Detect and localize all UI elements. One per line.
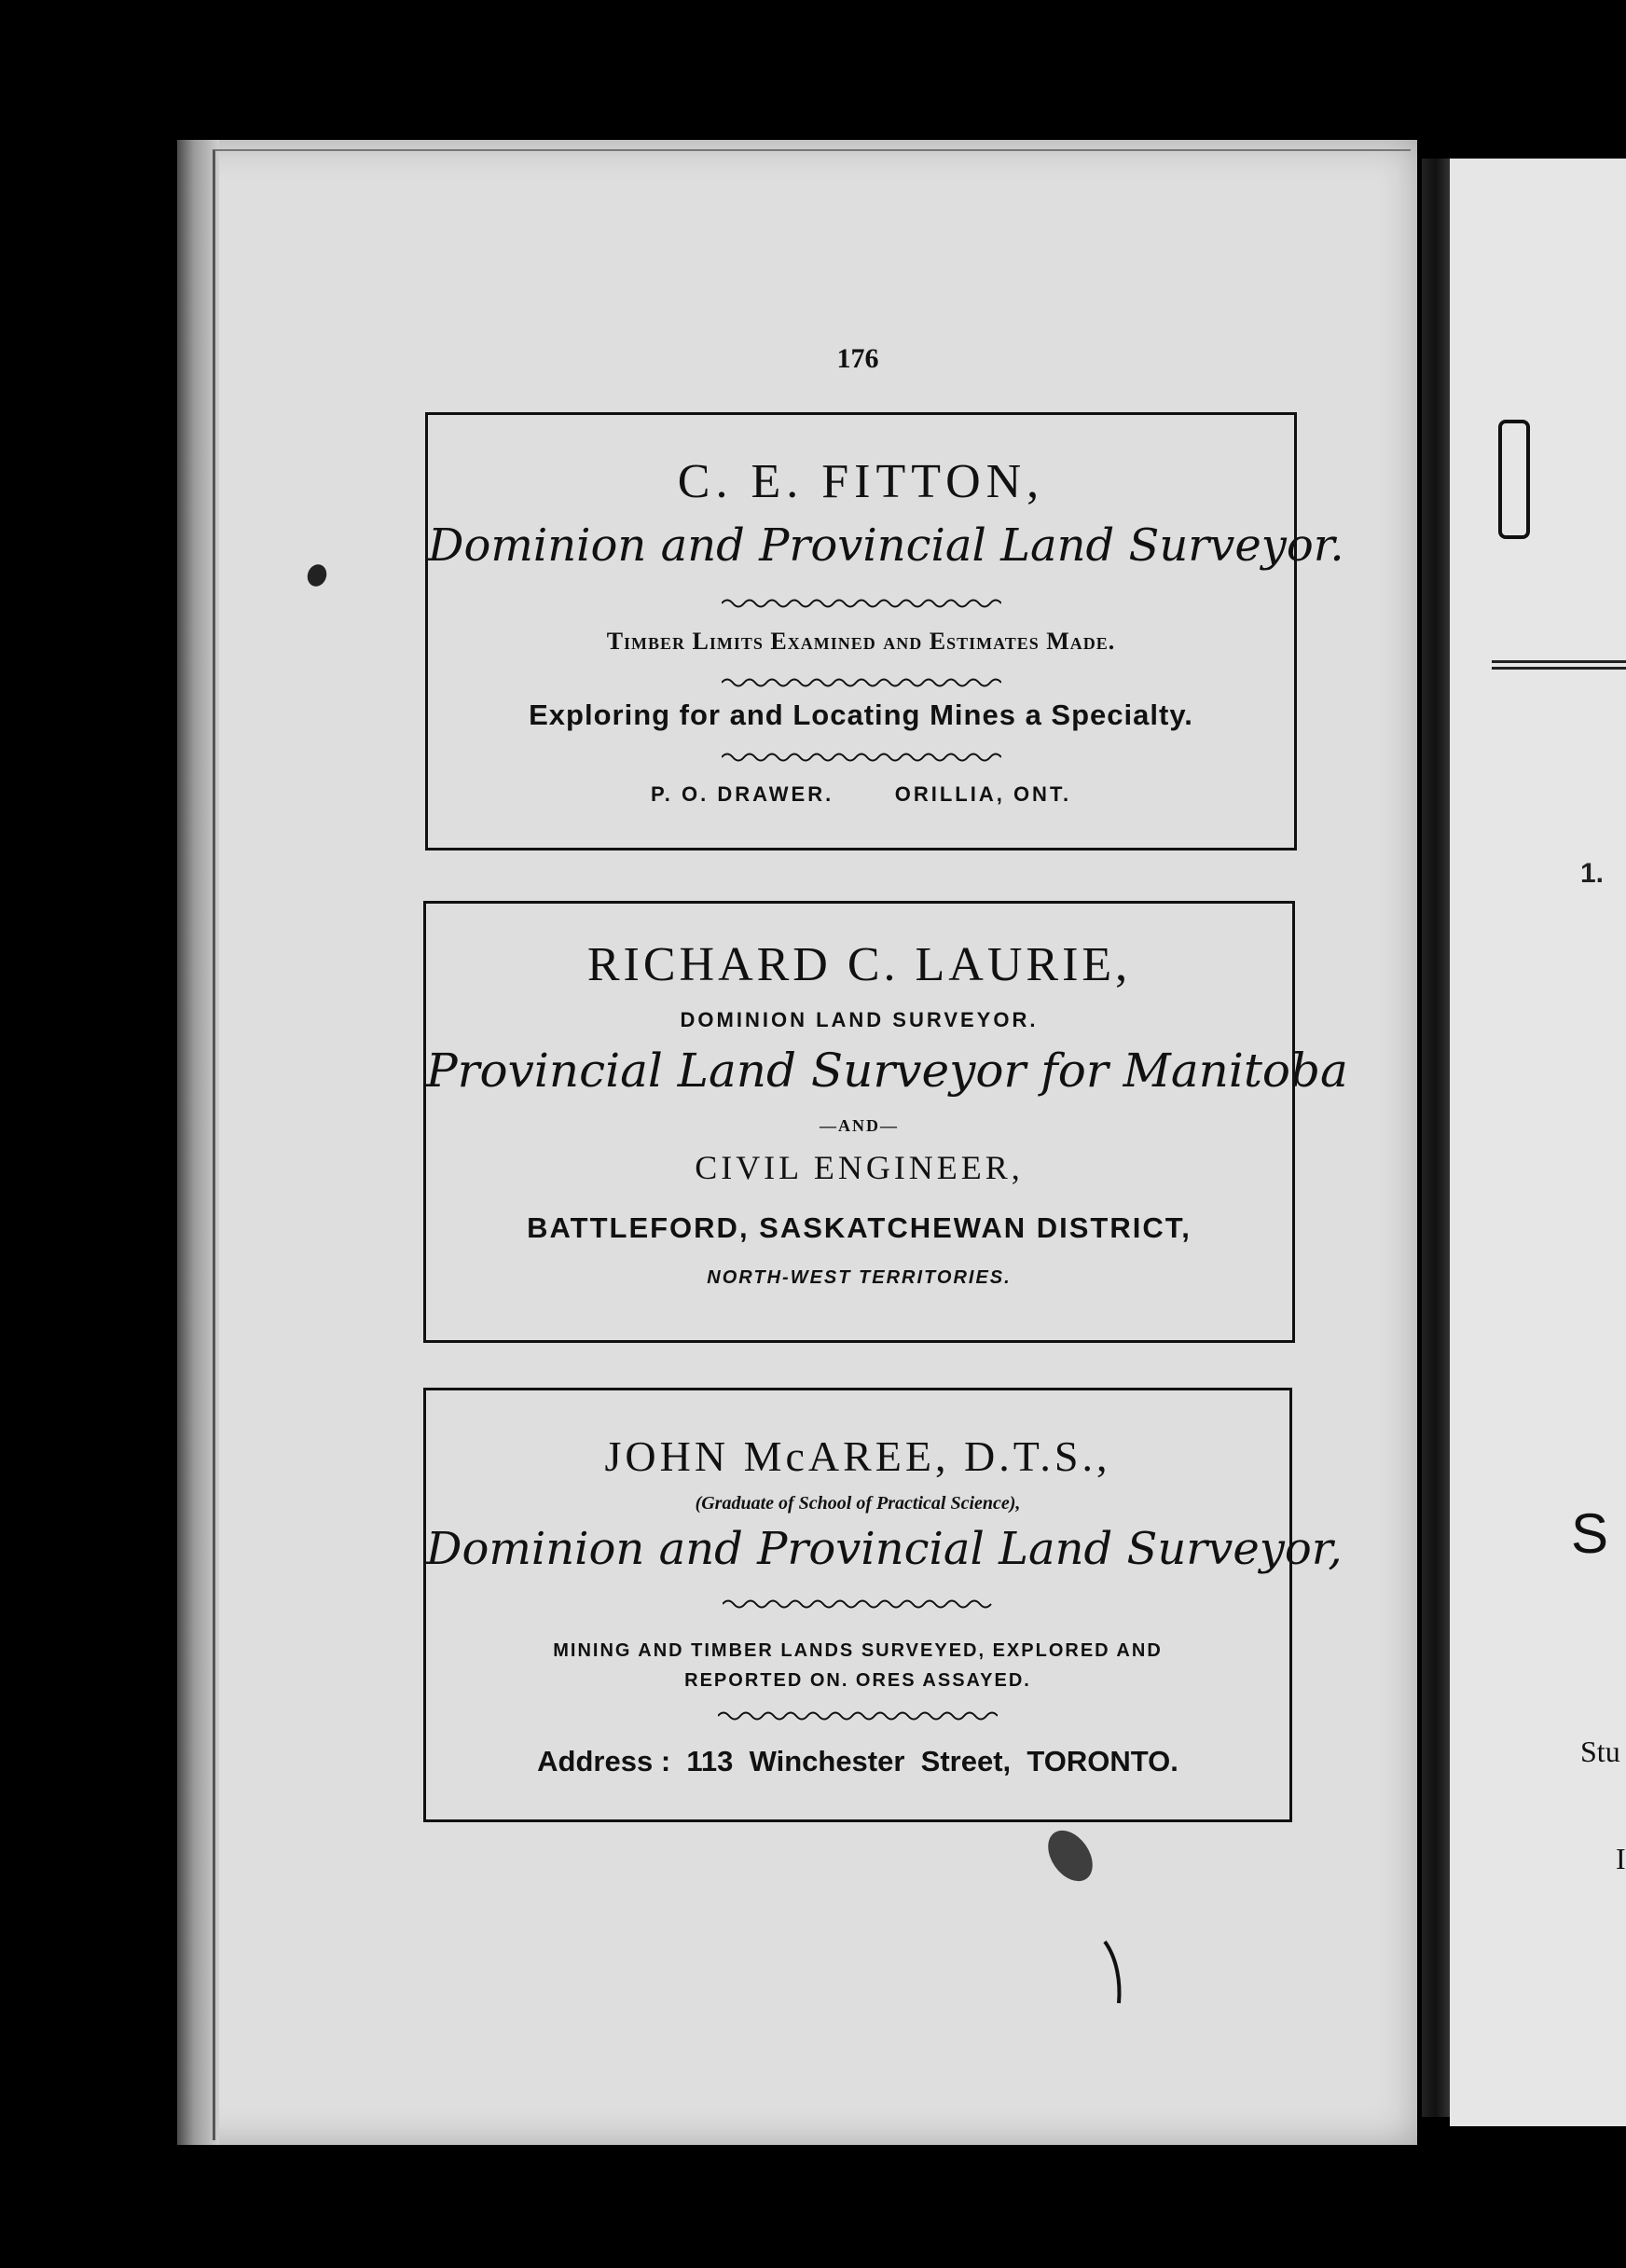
ad-fitton-services: Timber Limits Examined and Estimates Made. xyxy=(606,628,1116,655)
facing-page-text-2: S xyxy=(1571,1502,1609,1565)
ad-laurie-title: Provincial Land Surveyor for Manitoba xyxy=(426,1044,1348,1098)
ad-mcaree-title: Dominion and Provincial Land Surveyor, xyxy=(426,1523,1343,1575)
ad-fitton xyxy=(425,412,1344,850)
facing-page-text-3: Stu xyxy=(1580,1735,1620,1768)
ad-laurie-location: BATTLEFORD, SASKATCHEWAN DISTRICT, xyxy=(527,1211,1192,1244)
facing-page-rule xyxy=(1492,660,1626,670)
ad-fitton-name: C. E. FITTON, xyxy=(677,455,1045,508)
ad-laurie-and: —AND— xyxy=(820,1116,899,1135)
ad-laurie-subtitle: DOMINION LAND SURVEYOR. xyxy=(680,1008,1039,1031)
facing-page-ornament xyxy=(1498,420,1530,539)
facing-page-text-4: I xyxy=(1616,1842,1626,1875)
ad-laurie-region: NORTH-WEST TERRITORIES. xyxy=(707,1267,1012,1288)
ad-fitton-city: ORILLIA, ONT. xyxy=(894,782,1072,806)
ad-laurie-name: RICHARD C. LAURIE, xyxy=(586,938,1132,991)
ad-fitton-address: P. O. DRAWER. xyxy=(650,782,834,806)
ad-fitton-specialty: Exploring for and Locating Mines a Specialty. xyxy=(529,698,1193,731)
ad-laurie-role: CIVIL ENGINEER, xyxy=(695,1149,1024,1186)
wavy-divider xyxy=(722,751,1001,764)
wavy-divider xyxy=(723,1597,993,1611)
ink-stroke xyxy=(1100,1940,1128,2005)
ad-laurie xyxy=(423,901,1348,1343)
ad-fitton-title: Dominion and Provincial Land Surveyor. xyxy=(428,519,1344,572)
ad-fitton-address-row xyxy=(428,782,1294,807)
ad-mcaree-credential: (Graduate of School of Practical Science), xyxy=(695,1493,1021,1514)
book-gutter xyxy=(1422,159,1450,2117)
wavy-divider xyxy=(722,597,1001,610)
facing-page xyxy=(1450,159,1626,2126)
wavy-divider xyxy=(718,1709,998,1722)
ad-mcaree-address: Address : 113 Winchester Street, TORONTO. xyxy=(537,1745,1178,1777)
ad-mcaree-services-2: REPORTED ON. ORES ASSAYED. xyxy=(684,1670,1031,1691)
ad-mcaree xyxy=(423,1388,1343,1822)
page-number: 176 xyxy=(836,343,879,374)
facing-page-text-1: 1. xyxy=(1580,858,1605,889)
wavy-divider xyxy=(722,676,1001,689)
ad-mcaree-name: JOHN McAREE, D.T.S., xyxy=(604,1432,1111,1480)
ad-mcaree-services-1: MINING AND TIMBER LANDS SURVEYED, EXPLORED AND xyxy=(553,1640,1163,1661)
